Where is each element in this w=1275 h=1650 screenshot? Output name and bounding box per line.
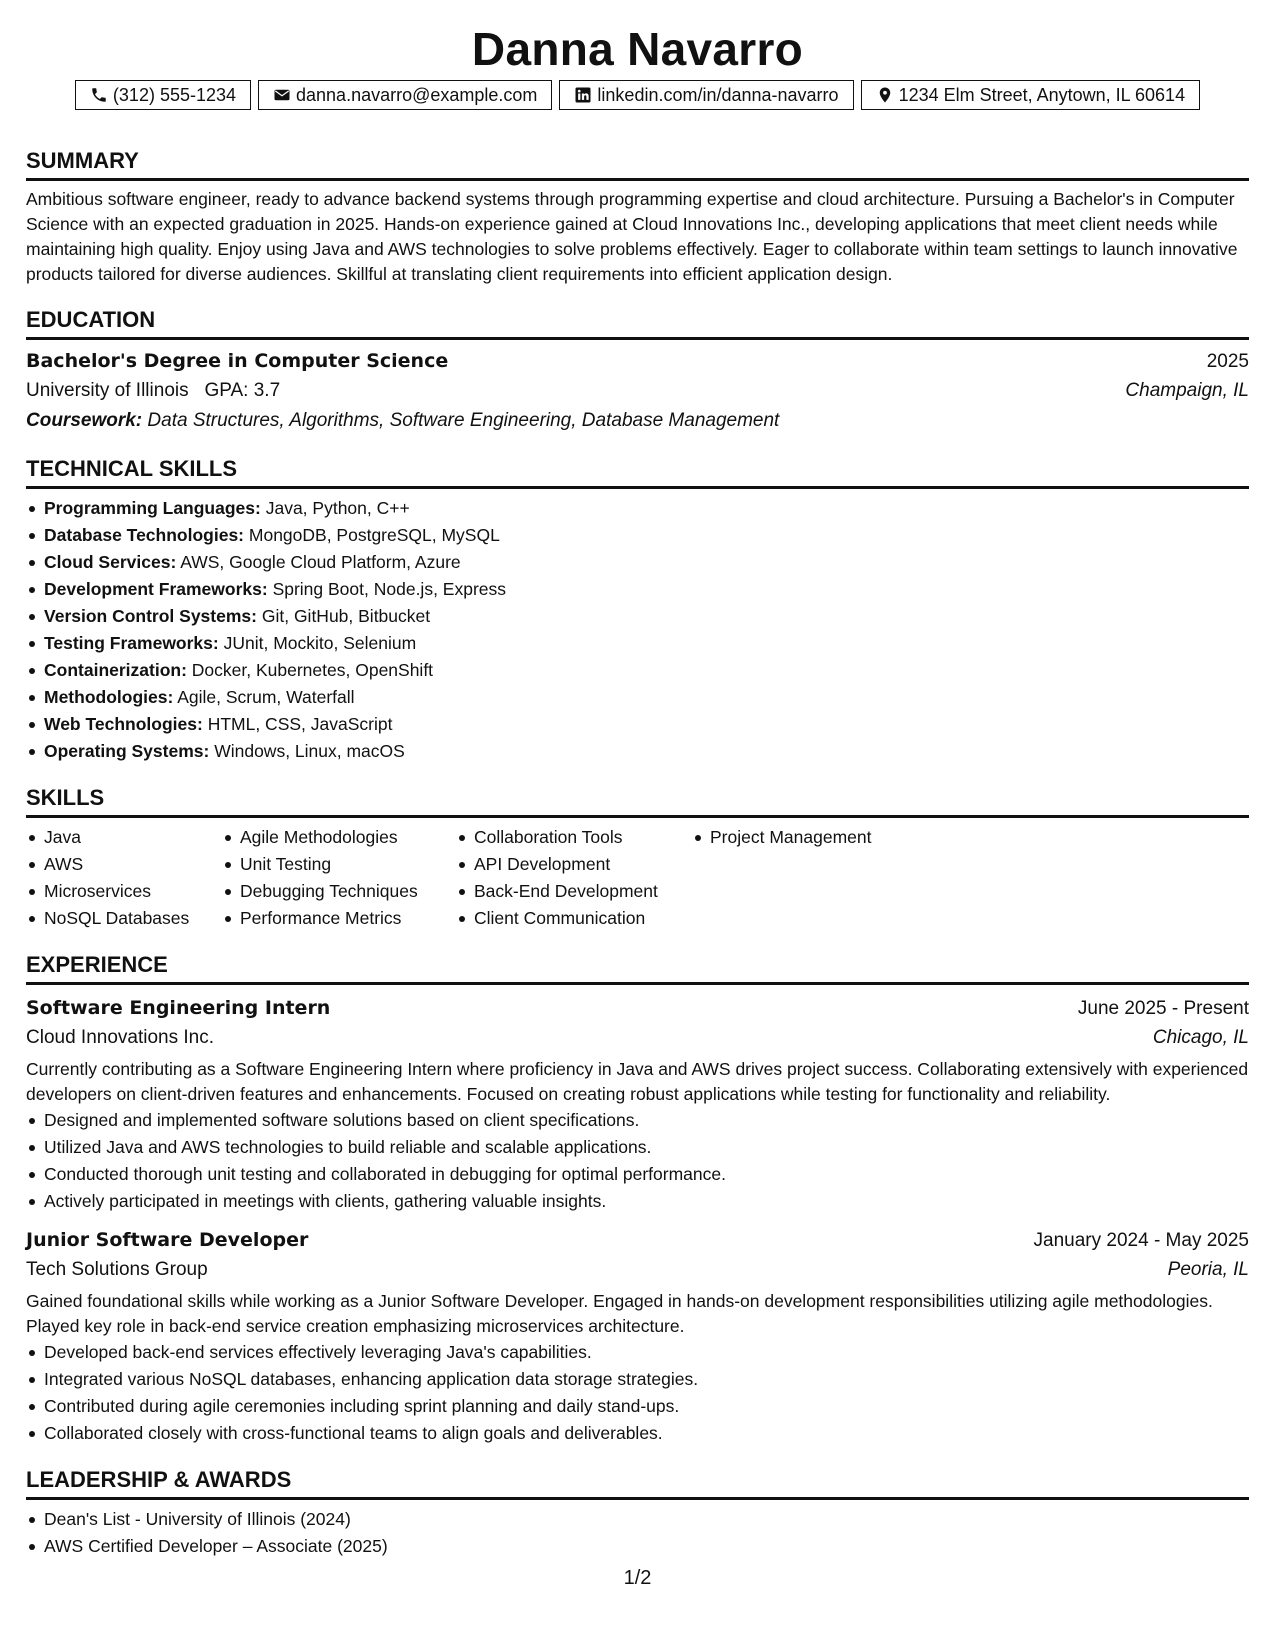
coursework: [26, 406, 1249, 436]
email-text: danna.navarro@example.com: [296, 84, 538, 105]
job-dates: June 2025 - Present: [1077, 998, 1249, 1019]
experience-heading: EXPERIENCE: [26, 952, 1249, 985]
list-item: Debugging Techniques: [222, 878, 456, 905]
graduation-year: 2025: [1206, 351, 1249, 372]
job-entry: [26, 993, 1249, 1215]
list-item: [26, 684, 1249, 711]
job-summary: Gained foundational skills while working as a Junior Software Developer. Engaged in hands-on development responsibilities utilizing agile methodologies. Played key role in back-end service creation emphasizing microservices architecture.: [26, 1291, 1213, 1336]
school-name: University of Illinois: [26, 380, 189, 401]
list-item: Collaboration Tools: [456, 824, 692, 851]
list-item: Agile Methodologies: [222, 824, 456, 851]
list-item: Microservices: [26, 878, 222, 905]
address-chip[interactable]: [861, 80, 1201, 110]
linkedin-chip[interactable]: [559, 80, 853, 110]
list-item: [26, 549, 1249, 576]
list-item: [26, 711, 1249, 738]
list-item: Back-End Development: [456, 878, 692, 905]
technical-skills-list: [26, 495, 1249, 765]
skills-heading: SKILLS: [26, 785, 1249, 818]
contact-bar: [26, 80, 1249, 110]
summary-heading: SUMMARY: [26, 148, 1249, 181]
school-location: Champaign, IL: [1125, 380, 1249, 401]
education-school-row: [26, 376, 1249, 406]
technical-skills-heading: TECHNICAL SKILLS: [26, 456, 1249, 489]
skills-column: [692, 824, 912, 932]
job-company-row: [26, 1023, 1249, 1053]
job-company-row: [26, 1255, 1249, 1285]
education-degree-row: [26, 340, 1249, 376]
page-number: 1/2: [623, 1567, 652, 1589]
job-bullets: [26, 1107, 1249, 1215]
leadership-heading: LEADERSHIP & AWARDS: [26, 1467, 1249, 1500]
list-item: [26, 657, 1249, 684]
job-title: Software Engineering Intern: [26, 997, 331, 1019]
skill-category: Containerization:: [44, 660, 187, 680]
job-bullets: [26, 1339, 1249, 1447]
list-item: [26, 630, 1249, 657]
list-item: [26, 738, 1249, 765]
skills-grid: [26, 824, 1249, 932]
skill-values: Agile, Scrum, Waterfall: [177, 687, 355, 707]
job-location: Peoria, IL: [1167, 1259, 1249, 1280]
skill-category: Version Control Systems:: [44, 606, 257, 626]
skills-column: [456, 824, 692, 932]
coursework-label: Coursework:: [26, 410, 143, 431]
list-item: AWS Certified Developer – Associate (2025): [26, 1533, 1249, 1560]
list-item: Client Communication: [456, 905, 692, 932]
list-item: Utilized Java and AWS technologies to build reliable and scalable applications.: [26, 1134, 1249, 1161]
skill-values: Java, Python, C++: [265, 498, 410, 518]
job-summary: Currently contributing as a Software Engineering Intern where proficiency in Java and AWS drives project success. Collaborating extensively with experienced developers on client-driven features and enhancements. Focused on creating robust applications while testing for functionality and reliability.: [26, 1059, 1249, 1104]
job-dates: January 2024 - May 2025: [1033, 1230, 1249, 1251]
job-location: Chicago, IL: [1152, 1027, 1249, 1048]
list-item: Unit Testing: [222, 851, 456, 878]
skills-column: [222, 824, 456, 932]
list-item: Developed back-end services effectively leveraging Java's capabilities.: [26, 1339, 1249, 1366]
list-item: Contributed during agile ceremonies including sprint planning and daily stand-ups.: [26, 1393, 1249, 1420]
list-item: Java: [26, 824, 222, 851]
list-item: Actively participated in meetings with clients, gathering valuable insights.: [26, 1188, 1249, 1215]
phone-icon: [90, 86, 108, 104]
job-company: Cloud Innovations Inc.: [26, 1027, 215, 1048]
list-item: NoSQL Databases: [26, 905, 222, 932]
gpa: GPA: 3.7: [204, 380, 281, 401]
list-item: [26, 576, 1249, 603]
skill-values: HTML, CSS, JavaScript: [207, 714, 393, 734]
skill-category: Development Frameworks:: [44, 579, 268, 599]
skill-category: Web Technologies:: [44, 714, 203, 734]
school-line: [26, 376, 280, 406]
skill-values: Windows, Linux, macOS: [214, 741, 405, 761]
job-header: [26, 1225, 1249, 1255]
skill-values: Git, GitHub, Bitbucket: [261, 606, 431, 626]
phone-text: (312) 555-1234: [112, 84, 237, 105]
skills-column: [26, 824, 222, 932]
list-item: Project Management: [692, 824, 912, 851]
list-item: API Development: [456, 851, 692, 878]
skill-category: Testing Frameworks:: [44, 633, 219, 653]
list-item: Dean's List - University of Illinois (2024): [26, 1506, 1249, 1533]
map-pin-icon: [876, 86, 894, 104]
phone-chip[interactable]: [75, 80, 251, 110]
degree-name: Bachelor's Degree in Computer Science: [26, 350, 449, 372]
skill-values: Docker, Kubernetes, OpenShift: [191, 660, 434, 680]
list-item: [26, 522, 1249, 549]
list-item: [26, 495, 1249, 522]
skill-values: MongoDB, PostgreSQL, MySQL: [248, 525, 500, 545]
skill-category: Database Technologies:: [44, 525, 245, 545]
leadership-list: [26, 1506, 1249, 1560]
list-item: AWS: [26, 851, 222, 878]
list-item: Collaborated closely with cross-functional teams to align goals and deliverables.: [26, 1420, 1249, 1447]
skill-category: Programming Languages:: [44, 498, 261, 518]
skill-category: Operating Systems:: [44, 741, 210, 761]
coursework-list: Data Structures, Algorithms, Software Engineering, Database Management: [147, 410, 780, 431]
education-heading: EDUCATION: [26, 307, 1249, 340]
linkedin-text: linkedin.com/in/danna-navarro: [597, 84, 839, 105]
list-item: Conducted thorough unit testing and collaborated in debugging for optimal performance.: [26, 1161, 1249, 1188]
address-text: 1234 Elm Street, Anytown, IL 60614: [898, 84, 1186, 105]
envelope-icon: [273, 86, 291, 104]
list-item: [26, 603, 1249, 630]
skill-category: Methodologies:: [44, 687, 174, 707]
linkedin-icon: [574, 86, 592, 104]
email-chip[interactable]: [258, 80, 552, 110]
list-item: Performance Metrics: [222, 905, 456, 932]
skill-values: Spring Boot, Node.js, Express: [272, 579, 507, 599]
job-entry: [26, 1225, 1249, 1447]
list-item: Integrated various NoSQL databases, enhancing application data storage strategies.: [26, 1366, 1249, 1393]
job-header: [26, 993, 1249, 1023]
job-title: Junior Software Developer: [26, 1229, 309, 1251]
skill-category: Cloud Services:: [44, 552, 177, 572]
skill-values: JUnit, Mockito, Selenium: [223, 633, 417, 653]
skill-values: AWS, Google Cloud Platform, Azure: [180, 552, 461, 572]
candidate-name: Danna Navarro: [471, 23, 804, 75]
job-company: Tech Solutions Group: [26, 1259, 208, 1280]
list-item: Designed and implemented software solutions based on client specifications.: [26, 1107, 1249, 1134]
summary-text: Ambitious software engineer, ready to advance backend systems through programming expertise and cloud architecture. Pursuing a Bachelor's in Computer Science with an expected graduation in 2025. Hands-on experience gained at Cloud Innovations Inc., developing applications that meet client needs while maintaining high quality. Enjoy using Java and AWS technologies to solve problems effectively. Eager to collaborate within team settings to launch innovative products tailored for diverse audiences. Skillful at translating client requirements into efficient application design.: [26, 189, 1238, 284]
